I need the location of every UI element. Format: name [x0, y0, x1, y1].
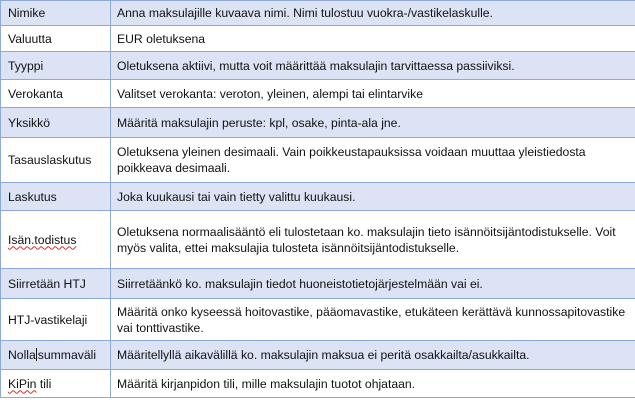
table-row [1, 108, 635, 138]
field-name-text-end: tili [36, 376, 52, 391]
table-row [1, 1, 635, 26]
field-description: Määritä kirjanpidon tili, mille maksulajin tuotot ohjataan. [111, 370, 635, 398]
table-row [1, 80, 635, 108]
field-description: Anna maksulajille kuvaava nimi. Nimi tulostuu vuokra-/vastikelaskulle. [111, 1, 635, 26]
field-description: Määritä onko kyseessä hoitovastike, pääomavastike, etukäteen kerättävä kunnossapitovastike vai tonttivastike. [111, 299, 635, 341]
field-description: Oletuksena yleinen desimaali. Vain poikkeustapauksissa voidaan muuttaa yleistiedosta poikkeava desimaali. [111, 138, 635, 183]
field-name: Yksikkö [1, 108, 111, 138]
field-name-text-end: summaväli [37, 348, 97, 362]
table-row [1, 138, 635, 183]
field-name: Tyyppi [1, 52, 111, 80]
table-row [1, 299, 635, 341]
field-description: Määritä maksulajin peruste: kpl, osake, pinta-ala jne. [111, 108, 635, 138]
table-row [1, 341, 635, 370]
field-name: Laskutus [1, 183, 111, 211]
field-name [1, 211, 111, 269]
field-name: Nimike [1, 1, 111, 26]
field-name: Valuutta [1, 26, 111, 52]
field-name: Siirretään HTJ [1, 269, 111, 299]
table-row [1, 370, 635, 398]
field-name [1, 341, 111, 370]
table-row [1, 26, 635, 52]
field-name-text-start: Nolla [8, 348, 36, 362]
field-description: Joka kuukausi tai vain tietty valittu kuukausi. [111, 183, 635, 211]
field-name: Tasauslaskutus [1, 138, 111, 183]
field-name-text-start: KiPin [8, 376, 37, 391]
table-row [1, 211, 635, 269]
table-row [1, 269, 635, 299]
table-row [1, 52, 635, 80]
field-description: EUR oletuksena [111, 26, 635, 52]
field-description: Määritellyllä aikavälillä ko. maksulajin maksua ei peritä osakkailta/asukkailta. [111, 341, 635, 370]
field-name [1, 370, 111, 398]
field-description: Oletuksena normaalisääntö eli tulostetaan ko. maksulajin tieto isännöitsijäntodistukselle. Voit myös valita, ettei maksulajia tulosteta isännöitsijäntodistukselle. [111, 211, 635, 269]
field-name: Verokanta [1, 80, 111, 108]
field-description: Oletuksena aktiivi, mutta voit määrittää maksulajin tarvittaessa passiiviksi. [111, 52, 635, 80]
field-description: Valitset verokanta: veroton, yleinen, alempi tai elintarvike [111, 80, 635, 108]
table-row [1, 183, 635, 211]
field-name-text: Isän.todistus [8, 232, 77, 247]
field-description: Siirretäänkö ko. maksulajin tiedot huoneistotietojärjestelmään vai ei. [111, 269, 635, 299]
field-name: HTJ-vastikelaji [1, 299, 111, 341]
